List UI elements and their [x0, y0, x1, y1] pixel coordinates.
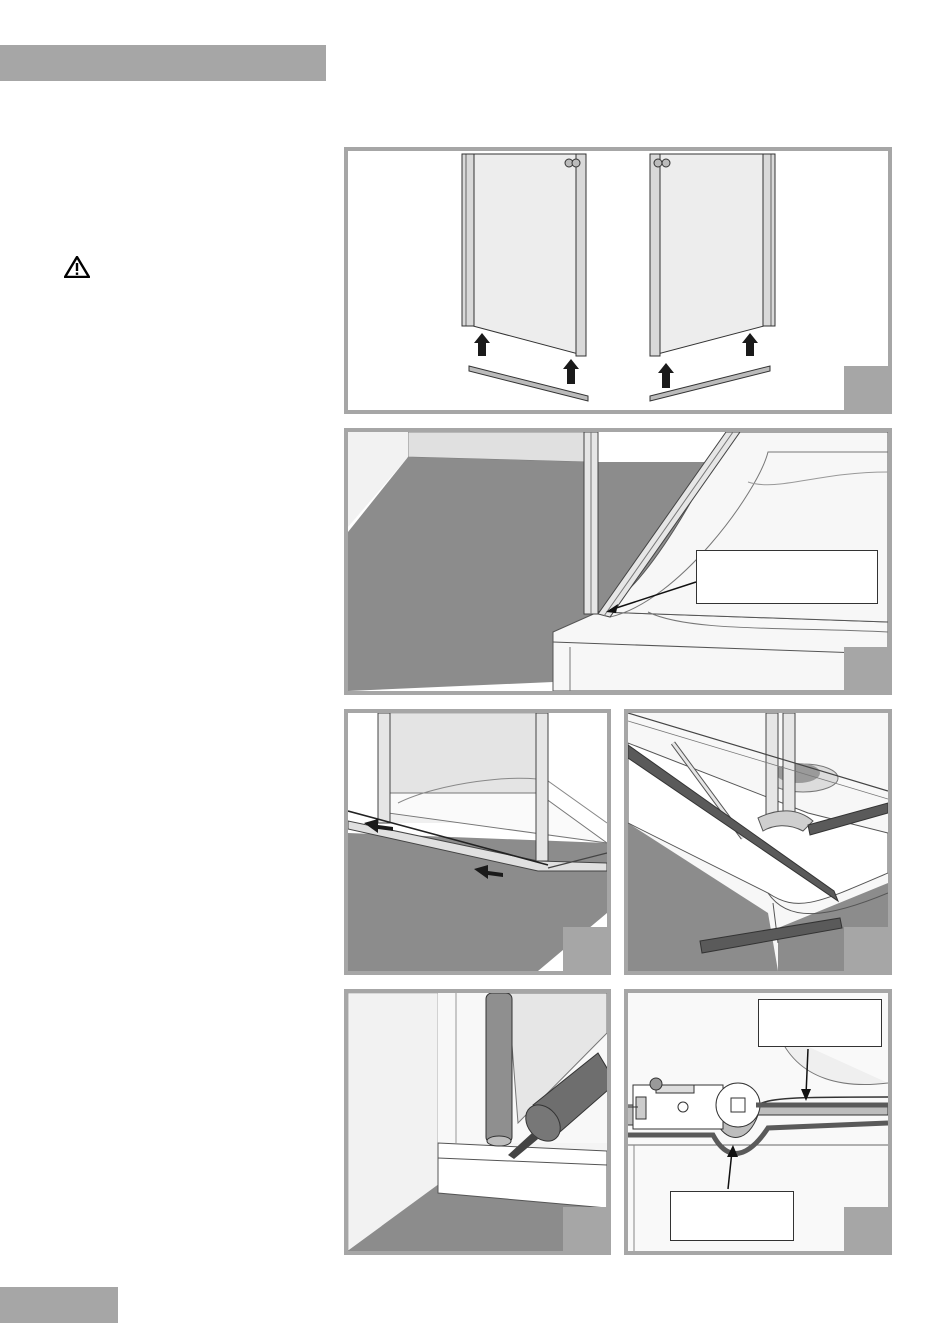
step-number-tab	[844, 366, 888, 410]
door-panels-seal-illustration	[348, 151, 888, 410]
step-number-tab	[844, 927, 888, 971]
figure-panel-6	[624, 989, 892, 1255]
step-number-tab	[844, 1207, 888, 1251]
callout-box-top	[758, 999, 882, 1047]
callout-box	[696, 550, 878, 604]
step-number-tab	[563, 927, 607, 971]
figure-panel-1	[344, 147, 892, 414]
callout-box-bottom	[670, 1191, 794, 1241]
warning-triangle-icon	[64, 256, 90, 278]
figure-panel-5	[344, 989, 611, 1255]
footer-bar	[0, 1287, 118, 1323]
figure-panel-4	[624, 709, 892, 975]
figure-panel-3	[344, 709, 611, 975]
figure-panel-2	[344, 428, 892, 695]
header-bar	[0, 45, 326, 81]
step-number-tab	[563, 1207, 607, 1251]
step-number-tab	[844, 647, 888, 691]
